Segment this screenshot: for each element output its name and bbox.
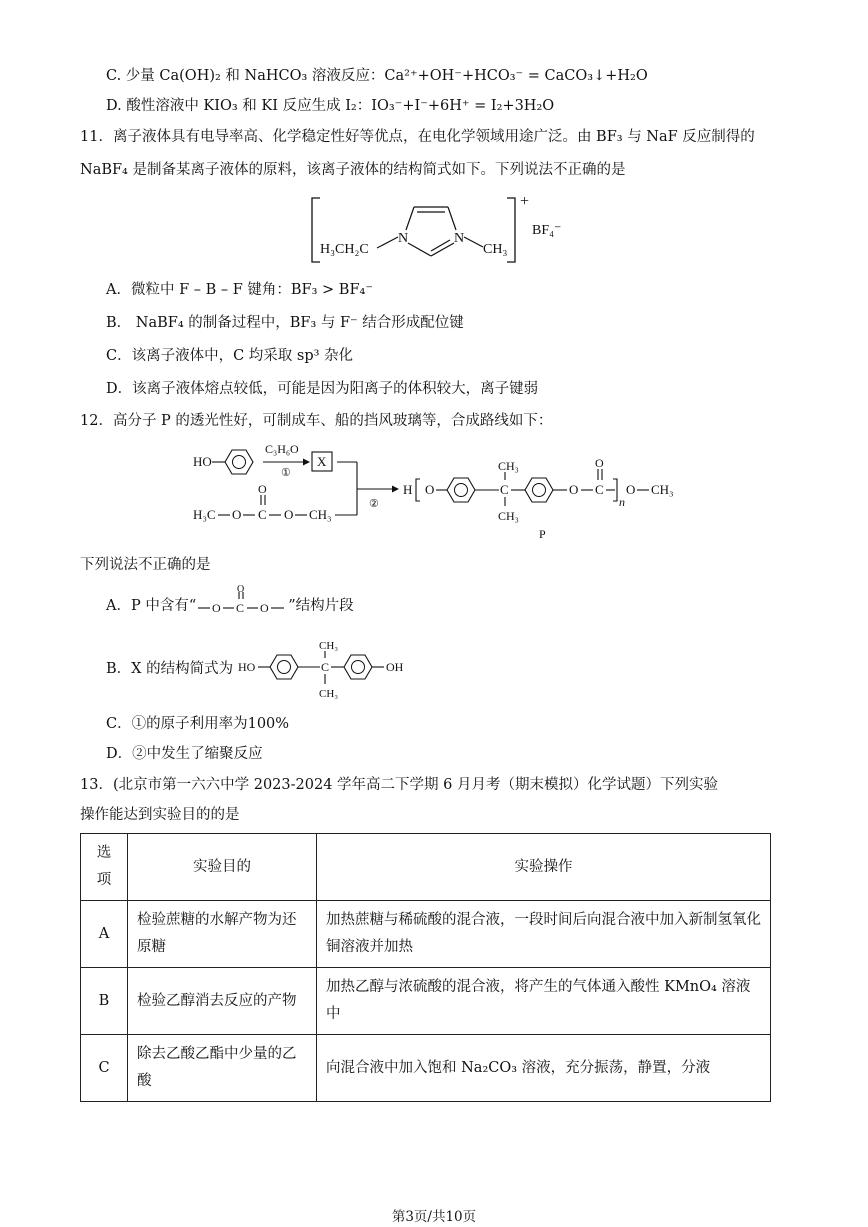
p-o2: O xyxy=(569,482,579,497)
q11-option-a: A．微粒中 F – B – F 键角：BF₃ > BF₄⁻ xyxy=(106,282,373,298)
step2-label: ② xyxy=(369,498,379,510)
bpa-oh: OH xyxy=(386,660,404,674)
frag-carbonyl-o: O xyxy=(237,584,245,595)
q11-anion: BF₄⁻ xyxy=(532,223,562,238)
frag-o2: O xyxy=(260,601,269,615)
dmc-h3c: H₃C xyxy=(193,507,216,522)
row-operation: 向混合液中加入饱和 Na₂CO₃ 溶液，充分振荡，静置，分液 xyxy=(317,1035,771,1102)
q11-option-b: B． NaBF₄ 的制备过程中，BF₃ 与 F⁻ 结合形成配位键 xyxy=(106,315,464,331)
dmc-c: C xyxy=(258,507,267,522)
q11-option-c: C．该离子液体中，C 均采取 sp³ 杂化 xyxy=(106,348,354,364)
p-ch3-top: CH₃ xyxy=(498,459,519,473)
p-c: C xyxy=(595,482,604,497)
page-footer: 第3页/共10页 xyxy=(391,1209,477,1225)
table-row xyxy=(81,1035,771,1102)
header-option: 选项 xyxy=(81,834,128,901)
q11-left-group: H₃CH₂C xyxy=(320,242,369,257)
q11-n-left: N xyxy=(398,231,409,246)
benzene-ring-icon xyxy=(225,450,253,474)
bpa-ch3-bottom: CH₃ xyxy=(319,688,339,700)
p-carbonyl-o: O xyxy=(595,456,604,470)
bpa-ho: HO xyxy=(238,660,256,674)
carbonate-fragment xyxy=(196,584,288,616)
q12-stem: 12．高分子 P 的透光性好，可制成车、船的挡风玻璃等，合成路线如下： xyxy=(80,413,553,429)
row-operation: 加热蔗糖与稀硫酸的混合液，一段时间后向混合液中加入新制氢氧化铜溶液并加热 xyxy=(317,901,771,968)
q12-synthesis-scheme xyxy=(185,435,685,545)
q10-option-d: D. 酸性溶液中 KIO₃ 和 KI 反应生成 I₂：IO₃⁻+I⁻+6H⁺ = I₂+3H₂O xyxy=(106,98,555,114)
row-option: A xyxy=(81,901,128,968)
row-goal: 除去乙酸乙酯中少量的乙酸 xyxy=(128,1035,317,1102)
q11-n-right: N xyxy=(454,231,465,246)
p-ch3-end: CH₃ xyxy=(651,482,674,497)
q12-option-d: D．②中发生了缩聚反应 xyxy=(106,746,263,762)
bpa-ch3-top: CH₃ xyxy=(319,640,339,652)
q10-option-c: C. 少量 Ca(OH)₂ 和 NaHCO₃ 溶液反应：Ca²⁺+OH⁻+HCO₃⁻ = CaCO₃↓+H₂O xyxy=(106,68,648,84)
q11-stem-line2: NaBF₄ 是制备某离子液体的原料，该离子液体的结构简式如下。下列说法不正确的是 xyxy=(80,162,626,178)
x-label: X xyxy=(317,454,327,469)
experiment-table xyxy=(80,833,771,1102)
q11-stem-line1: 11．离子液体具有电导率高、化学稳定性好等优点，在电化学领域用途广泛。由 BF₃ 与 NaF 反应制得的 xyxy=(80,129,755,145)
benzene-ring-icon xyxy=(525,478,553,502)
q12-option-a-post: ”结构片段 xyxy=(288,598,354,614)
p-ch3-bottom: CH₃ xyxy=(498,509,519,523)
q12-option-a-pre: A．P 中含有“ xyxy=(106,598,197,614)
header-operation: 实验操作 xyxy=(317,834,771,901)
q11-option-d: D．该离子液体熔点较低，可能是因为阳离子的体积较大，离子键弱 xyxy=(106,381,539,397)
row-goal: 检验蔗糖的水解产物为还原糖 xyxy=(128,901,317,968)
bisphenol-a-structure xyxy=(236,637,416,703)
dmc-carbonyl-o: O xyxy=(258,482,267,496)
benzene-ring-icon xyxy=(344,655,372,679)
table-row xyxy=(81,968,771,1035)
q11-structure xyxy=(300,190,580,270)
p-n: n xyxy=(619,495,625,509)
q13-stem-line2: 操作能达到实验目的的是 xyxy=(80,807,240,823)
row-operation: 加热乙醇与浓硫酸的混合液，将产生的气体通入酸性 KMnO₄ 溶液中 xyxy=(317,968,771,1035)
benzene-ring-icon xyxy=(270,655,298,679)
q12-option-b: B．X 的结构简式为 xyxy=(106,661,234,677)
frag-o1: O xyxy=(212,601,221,615)
q11-right-group: CH₃ xyxy=(483,242,508,257)
q12-option-c: C．①的原子利用率为100% xyxy=(106,716,290,732)
row-option: B xyxy=(81,968,128,1035)
row-option: C xyxy=(81,1035,128,1102)
q11-charge: + xyxy=(520,193,530,210)
row-goal: 检验乙醇消去反应的产物 xyxy=(128,968,317,1035)
q12-option-a xyxy=(106,584,354,616)
dmc-o1: O xyxy=(232,507,242,522)
table-header-row xyxy=(81,834,771,901)
p-o: O xyxy=(425,482,435,497)
phenol-ho: HO xyxy=(193,454,212,469)
q12-ask: 下列说法不正确的是 xyxy=(80,557,211,573)
p-label: P xyxy=(539,527,546,541)
dmc-ch3: CH₃ xyxy=(309,507,332,522)
p-center-c: C xyxy=(500,482,509,497)
reagent-label: C₃H₆O xyxy=(265,442,299,456)
benzene-ring-icon xyxy=(447,478,475,502)
frag-c: C xyxy=(236,601,245,615)
step1-label: ① xyxy=(281,467,291,479)
table-row xyxy=(81,901,771,968)
header-goal: 实验目的 xyxy=(128,834,317,901)
bpa-c: C xyxy=(321,660,330,674)
dmc-o2: O xyxy=(284,507,294,522)
p-o3: O xyxy=(626,482,636,497)
p-h: H xyxy=(403,482,413,497)
q13-stem-line1: 13．(北京市第一六六中学 2023-2024 学年高二下学期 6 月月考（期末模拟）化学试题）下列实验 xyxy=(80,777,718,793)
